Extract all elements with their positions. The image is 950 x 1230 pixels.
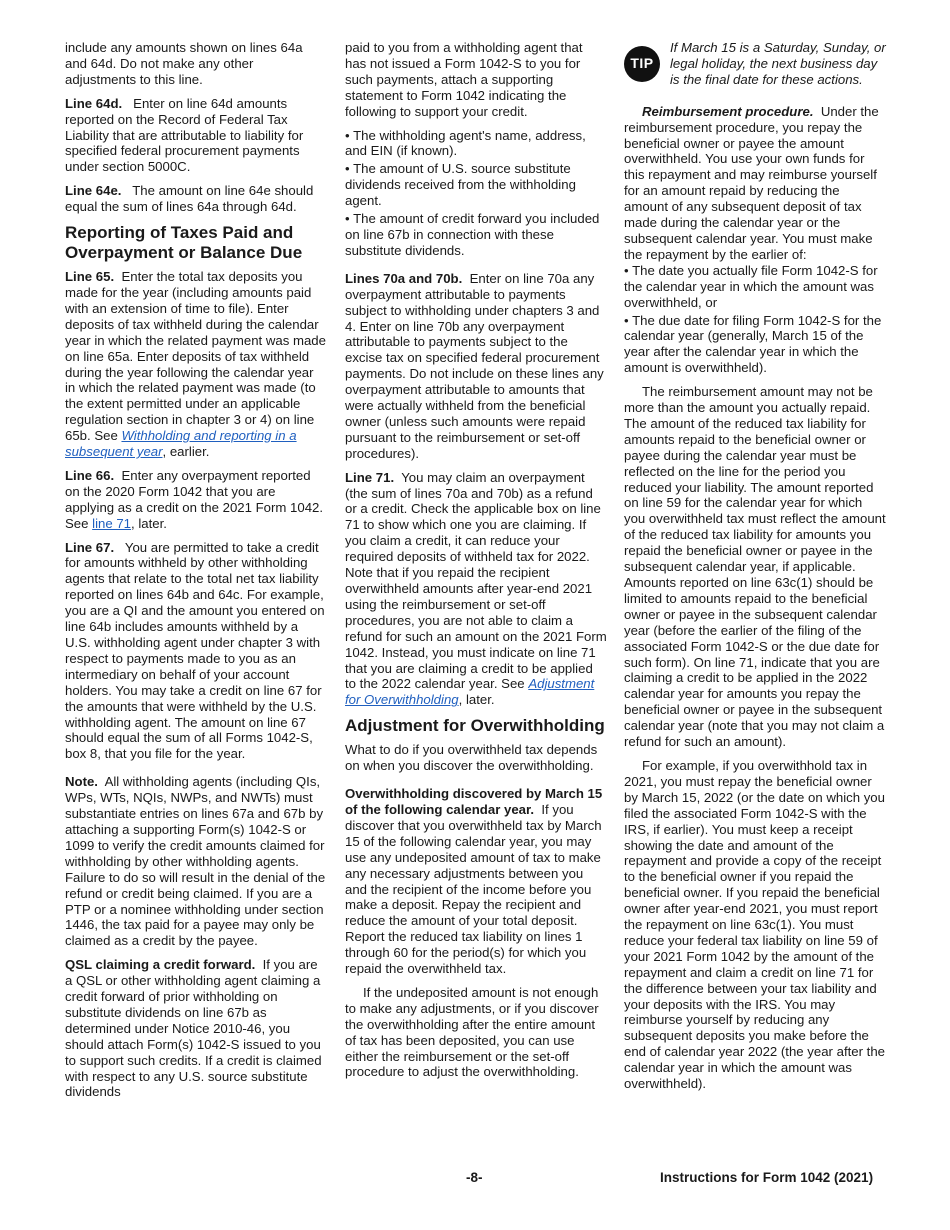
bullet: • bbox=[345, 161, 350, 177]
line-66-paragraph bbox=[65, 468, 327, 532]
repayment-deadline-list bbox=[624, 263, 886, 376]
line-65-heading: Line 65. bbox=[65, 269, 115, 285]
line-65-end: , earlier. bbox=[162, 444, 210, 460]
line-65-paragraph bbox=[65, 269, 327, 460]
bullet: • bbox=[624, 262, 629, 278]
line-66-heading: Line 66. bbox=[65, 467, 115, 483]
lines-70-paragraph bbox=[345, 271, 607, 462]
column-2 bbox=[345, 40, 607, 1088]
line-66-text: Enter any overpayment reported on the 2020 Form 1042 that you are applying as a credit on the 2021 Form 1042. See bbox=[65, 467, 324, 531]
line-64d-text: Enter on line 64d amounts reported on the Record of Federal Tax Liability that are attributable to liability for specified federal procurement payments under section 5000C. bbox=[65, 95, 304, 175]
column-3 bbox=[624, 40, 886, 1100]
line-71-text: You may claim an overpayment (the sum of lines 70a and 70b) as a refund or a credit. Check the applicable box on line 71 to show which one you are claiming. If you claim a credit, it can reduce your required deposits of withheld tax for 2022. Note that if you repaid the recipient overwithheld amounts after year-end 2021 using the reimbursement or set-off procedures, you are not able to claim a refund for such an amount on the 2021 Form 1042. Instead, you must indicate on line 71 that you are claiming a credit to be applied to the 2022 calendar year. See bbox=[345, 469, 607, 692]
list-item-text: The date you actually file Form 1042-S for the calendar year in which the amount was overwithheld, or bbox=[624, 262, 878, 310]
link-adjustment-overwithholding[interactable]: Adjustment for Overwithholding bbox=[345, 676, 595, 708]
undeposited-paragraph: If the undeposited amount is not enough to make any adjustments, or if you discover the overwithholding after the entire amount of tax has been deposited, you can use either the reimbursement or the set-off procedure to adjust the overwithholding. bbox=[345, 984, 599, 1080]
qsl-paragraph bbox=[65, 957, 327, 1100]
list-item-text: The due date for filing Form 1042-S for the calendar year (generally, March 15 of the year after the calendar year in which the amount is overwithheld). bbox=[624, 312, 882, 376]
bullet: • bbox=[345, 127, 350, 143]
line-65-text: Enter the total tax deposits you made for the year (including amounts paid with an extension of time to file). Enter deposits of tax withheld during the calendar year in which the related payment was made on line 65a. Enter deposits of tax withheld during the year following the calendar year in which the related payment was made (to the extent permitted under an applicable regulation section in chapter 3 or 4) on line 65b. See bbox=[65, 269, 326, 444]
reimbursement-paragraph bbox=[624, 104, 886, 263]
link-withholding-subsequent-year[interactable]: Withholding and reporting in a subsequent year bbox=[65, 428, 297, 460]
example-paragraph: For example, if you overwithhold tax in 2021, you must repay the beneficial owner by March 15, 2022 (or the date on which you filed the associated Form 1042-S with the IRS, if earlier). You must keep a receipt showing the date and amount of the repayment and provide a copy of the receipt to the beneficial owner if you repaid the beneficial owner. If you repaid the beneficial owner after year-end 2021, you must report the repayment on line 63c(1). You must reduce your federal tax liability on line 59 of your 2021 Form 1042 by the amount of the repayment and claim a credit on line 71 for the difference between your tax liability and your deposits with the IRS. You may reimburse yourself by reducing any subsequent deposits you make before the end of calendar year 2022 (the year after the calendar year in which the amount was overwithheld). bbox=[624, 757, 885, 1092]
qsl-text: If you are a QSL or other withholding agent claiming a credit forward of prior withholding on substitute dividends on line 67b as determined under Notice 2010-46, you should attach Form(s) 1042-S issued to you to support such credits. If a credit is claimed with respect to any U.S. source substitute dividends bbox=[65, 957, 322, 1100]
line-71-heading: Line 71. bbox=[345, 469, 395, 485]
column-1 bbox=[65, 40, 327, 1108]
reimbursement-amount-paragraph: The reimbursement amount may not be more than the amount you actually repaid. The amount of the reduced tax liability for amounts repaid to the beneficial owner or payee during the calendar year must be reflected on the line for the period you reduced your liability. The amount reported on line 59 for the calendar year for which you overwithheld tax must reflect the amount of the reduced tax liability for amounts you repaid the beneficial owner or payee in the subsequent calendar year, if applicable. Amounts reported on line 63c(1) should be limited to amounts repaid to the beneficial owner or payee in the subsequent calendar year (before the earlier of the filing of the associated Form 1042-S or the due date for such form). On line 71, indicate that you are claiming a credit to be applied in the 2022 calendar year for amounts you repay the beneficial owner or payee in the subsequent calendar year (note that you may not claim a refund for such an amount). bbox=[624, 384, 886, 750]
list-item bbox=[345, 161, 607, 209]
list-item bbox=[624, 263, 886, 311]
line-67-paragraph bbox=[65, 540, 327, 763]
tip-icon: TIP bbox=[624, 46, 660, 82]
reimbursement-text: Under the reimbursement procedure, you repay the beneficial owner or payee the amount overwithheld. You use your own funds for this repayment and may reimburse yourself for an amount repaid by reducing the amount of any subsequent deposit of tax made during the calendar year or the subsequent calendar year. You must make the repayment by the earlier of: bbox=[624, 103, 879, 262]
overwithholding-discovered-text: If you discover that you overwithheld tax by March 15 of the following calendar year, you may use any undeposited amount of tax to make any necessary adjustments between you and the recipient of the income before you make a deposit. Repay the recipient and reduce the amount of your total deposit. Report the reduced tax liability on lines 1 through 60 for the period(s) for which you repaid the overwithheld tax. bbox=[345, 801, 602, 977]
page-number: -8- bbox=[466, 1170, 483, 1185]
list-item bbox=[624, 313, 886, 377]
intro-paragraph: What to do if you overwithheld tax depends on when you discover the overwithholding. bbox=[345, 742, 598, 774]
note-text: All withholding agents (including QIs, WPs, WTs, NQIs, NWPs, and NWTs) must substantiate entries on lines 67a and 67b by attaching a supporting Form(s) 1042-S or 1099 to verify the credit amounts claimed for withholding by other withholding agents. Failure to do so will result in the denial of the refund or credit being claimed. If you are a PTP or a nominee withholding under section 1446, the tax paid for a payee may only be claimed as a credit by the payee. bbox=[65, 774, 326, 949]
line-71-paragraph bbox=[345, 470, 607, 709]
line-64d-heading: Line 64d. bbox=[65, 95, 123, 111]
reimbursement-heading: Reimbursement procedure. bbox=[642, 103, 814, 119]
list-item-text: The withholding agent's name, address, and EIN (if known). bbox=[345, 127, 586, 159]
note-heading: Note. bbox=[65, 774, 98, 790]
paragraph-continuation: include any amounts shown on lines 64a and 64d. Do not make any other adjustments to this line. bbox=[65, 40, 303, 87]
line-71-end: , later. bbox=[458, 692, 495, 708]
link-line-71[interactable]: line 71 bbox=[92, 515, 132, 531]
paragraph-continuation: paid to you from a withholding agent that has not issued a Form 1042-S to you for such payments, attach a supporting statement to Form 1042 indicating the following to support your credit. bbox=[345, 40, 583, 119]
list-item bbox=[345, 211, 607, 259]
line-64e-text: The amount on line 64e should equal the sum of lines 64a through 64d. bbox=[65, 183, 314, 215]
overwithholding-discovered-heading: Overwithholding discovered by March 15 of the following calendar year. bbox=[345, 786, 603, 817]
tip-text: If March 15 is a Saturday, Sunday, or legal holiday, the next business day is the final date for these actions. bbox=[670, 40, 886, 87]
footer-title: Instructions for Form 1042 (2021) bbox=[660, 1170, 874, 1185]
tip-box bbox=[624, 40, 886, 88]
section-heading-reporting: Reporting of Taxes Paid and Overpayment or Balance Due bbox=[65, 223, 303, 263]
credit-support-list bbox=[345, 128, 607, 259]
bullet: • bbox=[624, 312, 629, 328]
note-paragraph bbox=[65, 774, 327, 949]
list-item bbox=[345, 128, 607, 160]
list-item-text: The amount of credit forward you included on line 67b in connection with these substitute dividends. bbox=[345, 211, 600, 258]
qsl-heading: QSL claiming a credit forward. bbox=[65, 957, 256, 973]
bullet: • bbox=[345, 211, 350, 227]
list-item-text: The amount of U.S. source substitute dividends received from the withholding agent. bbox=[345, 161, 576, 209]
line-66-end: , later. bbox=[131, 515, 167, 531]
section-heading-adjustment: Adjustment for Overwithholding bbox=[345, 716, 605, 736]
lines-70-heading: Lines 70a and 70b. bbox=[345, 270, 463, 286]
line-67-text: You are permitted to take a credit for amounts withheld by other withholding agents that relate to the total net tax liability reported on lines 64b and 64c. For example, you are a QI and the amount you entered on line 64b includes amounts withheld by a U.S. withholding agent under chapter 3 with respect to payments made to you as an intermediary on behalf of your account holders. You may take a credit on line 67 for the amounts that were withheld by the U.S. withholding agent. The amount on line 67 should equal the sum of all Forms 1042-S, box 8, that you file for the year. bbox=[65, 539, 325, 762]
line-64e-paragraph bbox=[65, 183, 327, 215]
line-67-heading: Line 67. bbox=[65, 539, 115, 555]
line-64d-paragraph bbox=[65, 96, 327, 176]
lines-70-text: Enter on line 70a any overpayment attributable to payments subject to withholding under chapters 3 and 4. Enter on line 70b any overpayment attributable to payments subject to the excise tax on specified federal procurement payments. Do not include on these lines any overpayment attributable to amounts that were actually withheld from the beneficial owner (unless such amounts were repaid pursuant to the reimbursement or set-off procedures). bbox=[345, 270, 604, 461]
line-64e-heading: Line 64e. bbox=[65, 183, 122, 199]
overwithholding-discovered-paragraph bbox=[345, 786, 607, 977]
